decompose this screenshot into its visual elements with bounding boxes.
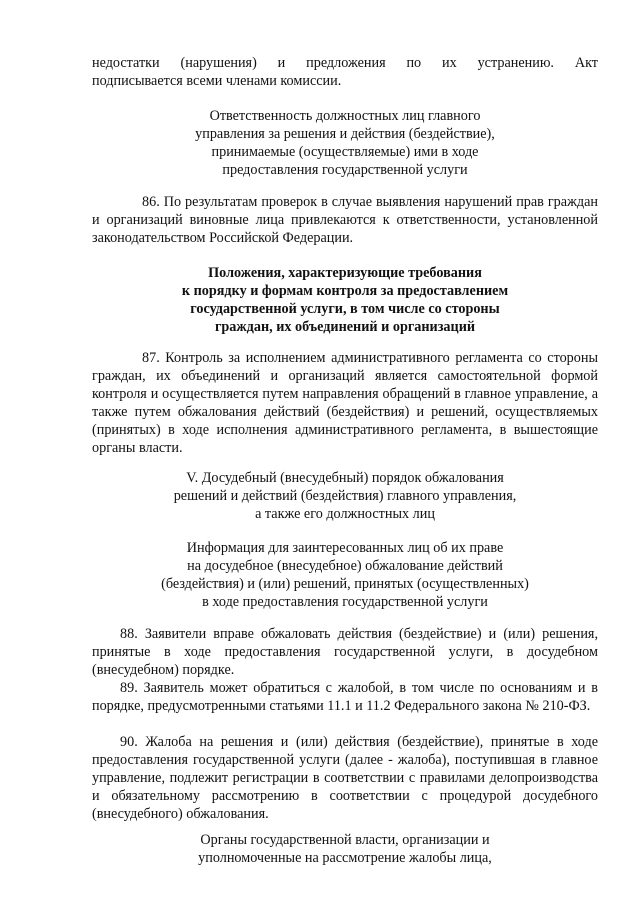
heading-line: принимаемые (осуществляемые) ими в ходе: [211, 144, 479, 160]
heading-line: граждан, их объединений и организаций: [214, 319, 476, 335]
heading-line: Органы государственной власти, организации и: [200, 832, 490, 848]
heading-info: [92, 539, 598, 611]
heading-line: уполномоченные на рассмотрение жалобы лица,: [198, 850, 492, 866]
heading-section-v: [92, 469, 598, 523]
heading-line: решений и действий (бездействия) главного управления,: [173, 488, 517, 504]
heading-line: государственной услуги, в том числе со стороны: [190, 301, 500, 317]
heading-line: управления за решения и действия (бездействие),: [195, 126, 495, 142]
heading-line: к порядку и формам контроля за предоставлением: [181, 283, 509, 299]
paragraph-86: 86. По результатам проверок в случае выявления нарушений прав граждан и организаций виновные лица привлекаются к ответственности, установленной законодательством Российской Федерации.: [92, 194, 598, 246]
heading-line: предоставления государственной услуги: [222, 162, 468, 178]
heading-control: [92, 264, 598, 336]
heading-responsibility: [92, 107, 598, 179]
heading-line: (бездействия) и (или) решений, принятых (осуществленных): [161, 576, 529, 592]
paragraph-89: 89. Заявитель может обратиться с жалобой, в том числе по основаниям и в порядке, предусмотренными статьями 11.1 и 11.2 Федерального закона № 210-ФЗ.: [92, 680, 598, 714]
heading-line: Положения, характеризующие требования: [208, 265, 482, 281]
heading-line: Информация для заинтересованных лиц об их праве: [186, 540, 504, 556]
heading-line: а также его должностных лиц: [255, 506, 435, 522]
heading-line: на досудебное (внесудебное) обжалование действий: [187, 558, 503, 574]
paragraph-88: 88. Заявители вправе обжаловать действия (бездействие) и (или) решения, принятые в ходе предоставления государственной услуги, в досудебном (внесудебном) порядке.: [92, 626, 598, 678]
paragraph-90: 90. Жалоба на решения и (или) действия (бездействие), принятые в ходе предоставления государственной услуги (далее - жалоба), поступившая в главное управление, подлежит регистрации в соответствии с правилами делопроизводства и обязательному рассмотрению в соответствии с процедурой досудебного (внесудебного) обжалования.: [92, 734, 598, 822]
paragraph-top-line2: подписывается всеми членами комиссии.: [92, 73, 342, 89]
paragraph-top-line1: недостатки (нарушения) и предложения по их устранению. Акт: [92, 55, 598, 71]
heading-line: V. Досудебный (внесудебный) порядок обжалования: [186, 470, 504, 486]
heading-line: в ходе предоставления государственной услуги: [202, 594, 488, 610]
heading-line: Ответственность должностных лиц главного: [209, 108, 481, 124]
heading-bottom: [92, 831, 598, 867]
paragraph-87: 87. Контроль за исполнением административного регламента со стороны граждан, их объединений и организаций является самостоятельной формой контроля и осуществляется путем направления обращений в главное управление, а также путем обжалования действий (бездействия) и решений, осуществляемых (принятых) в ходе исполнения административного регламента, в вышестоящие органы власти.: [92, 350, 598, 456]
